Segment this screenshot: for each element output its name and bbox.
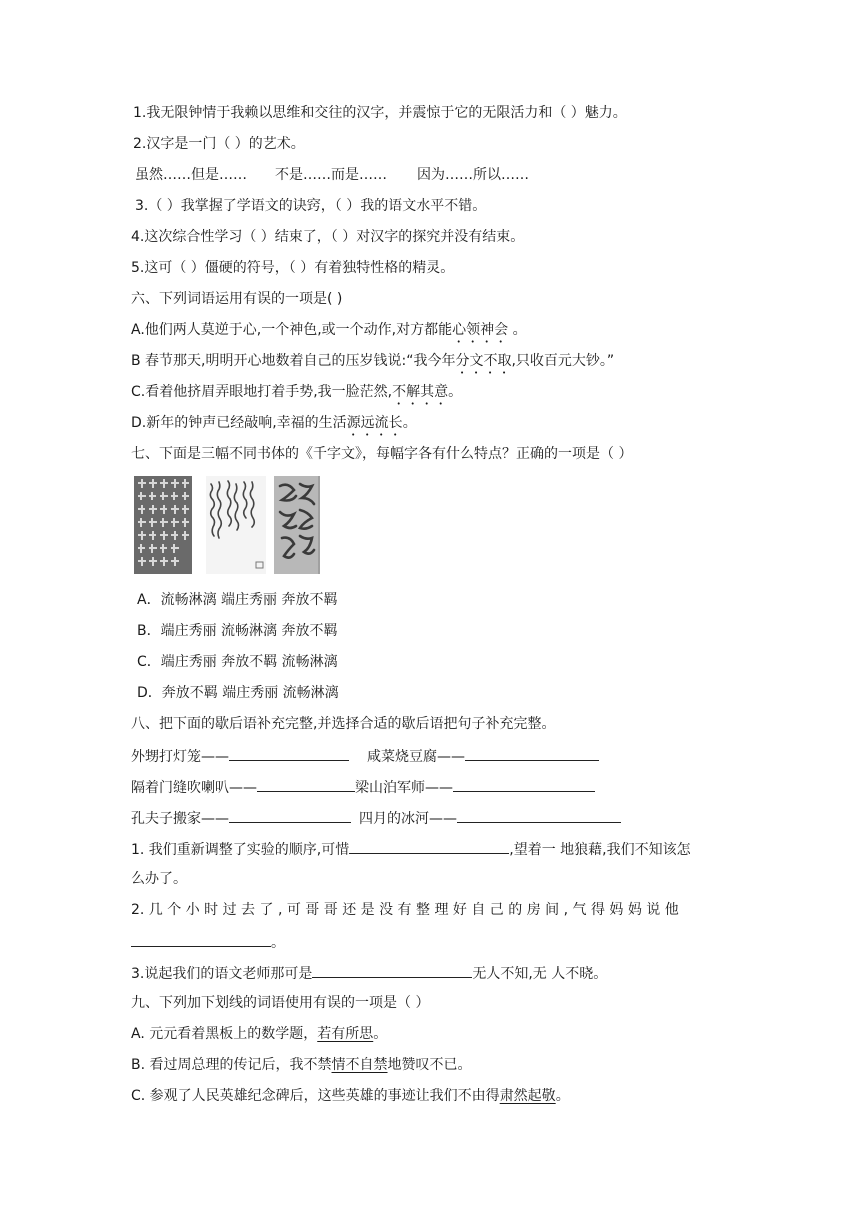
answer-blank[interactable] [257, 777, 355, 792]
calligraphy-running-script-image [206, 476, 266, 574]
q8-sentence-1: 1. 我们重新调整了实验的顺序,可惜 ,望着一 地狼藉,我们不知该怎 [131, 839, 691, 859]
q9-title: 九、下列加下划线的词语使用有误的一项是（ ） [131, 995, 430, 1011]
calligraphy-regular-script-image [134, 476, 192, 574]
q6-option-c: C.看着他挤眉弄眼地打着手势,我一脸茫然,不解其意。 [131, 384, 463, 400]
underlined-word: 情不自禁 [331, 1057, 388, 1073]
q8-sentence-3: 3.说起我们的语文老师那可是 无人不知,无 人不晓。 [131, 963, 607, 983]
q8-sentence-2-cont: 。 [131, 932, 285, 952]
q8-proverb-row-1: 外甥打灯笼—— 咸菜烧豆腐—— [131, 746, 599, 766]
q6-option-a: A.他们两人莫逆于心,一个神色,或一个动作,对方都能心领神会 。 [131, 322, 527, 338]
calligraphy-cursive-script-image [274, 476, 320, 574]
q7-option-c: C．端庄秀丽 奔放不羁 流畅淋漓 [137, 654, 338, 670]
answer-blank[interactable] [457, 808, 621, 823]
q9-option-a: A. 元元看着黑板上的数学题，若有所思。 [131, 1026, 388, 1042]
option-3: 因为……所以…… [417, 167, 529, 183]
dotted-word: 不解其意 [392, 384, 449, 400]
q8-sentence-2: 2. 几 个 小 时 过 去 了 , 可 哥 哥 还 是 没 有 整 理 好 自 己 的 房 间 , 气 得 妈 妈 说 他 [131, 902, 679, 918]
answer-blank[interactable] [312, 963, 472, 978]
underlined-word: 肃然起敬 [499, 1088, 556, 1104]
option-1: 虽然……但是…… [135, 167, 247, 183]
q6-option-d: D.新年的钟声已经敲响,幸福的生活源远流长。 [131, 415, 417, 431]
q9-option-c: C. 参观了人民英雄纪念碑后，这些英雄的事迹让我们不由得肃然起敬。 [131, 1088, 570, 1104]
q8-sentence-1-cont: 么办了。 [131, 871, 187, 887]
answer-blank[interactable] [229, 808, 351, 823]
dotted-word: 分文不取 [455, 353, 512, 369]
answer-blank[interactable] [229, 746, 349, 761]
q5-options [135, 166, 529, 184]
answer-blank[interactable] [465, 746, 599, 761]
dotted-word: 心领神会 [452, 322, 509, 338]
q5-item-2: 2.汉字是一门（ ）的艺术。 [133, 136, 305, 152]
q8-proverb-row-2: 隔着门缝吹喇叭—— 梁山泊军师—— [131, 777, 595, 797]
answer-blank[interactable] [131, 932, 271, 947]
q6-option-b: B 春节那天,明明开心地数着自己的压岁钱说:“我今年分文不取,只收百元大钞。” [131, 353, 615, 369]
q9-option-b: B. 看过周总理的传记后，我不禁情不自禁地赞叹不已。 [131, 1057, 472, 1073]
q5-item-1: 1.我无限钟情于我赖以思维和交往的汉字，并震惊于它的无限活力和（ ）魅力。 [133, 105, 627, 121]
q7-option-a: A．流畅淋漓 端庄秀丽 奔放不羁 [137, 592, 338, 608]
option-2: 不是……而是…… [275, 167, 387, 183]
q7-title: 七、下面是三幅不同书体的《千字文》，每幅字各有什么特点？正确的一项是（ ） [131, 446, 633, 462]
q5-item-4: 4.这次综合性学习（ ）结束了，（ ）对汉字的探究并没有结束。 [131, 229, 525, 245]
q8-title: 八、把下面的歇后语补充完整,并选择合适的歇后语把句子补充完整。 [131, 716, 556, 732]
q7-option-d: D．奔放不羁 端庄秀丽 流畅淋漓 [137, 685, 339, 701]
underlined-word: 若有所思 [317, 1026, 374, 1042]
dotted-word: 源远流长 [346, 415, 403, 431]
answer-blank[interactable] [453, 777, 595, 792]
answer-blank[interactable] [349, 839, 509, 854]
q8-proverb-row-3: 孔夫子搬家—— 四月的冰河—— [131, 808, 621, 828]
q5-item-5: 5.这可（ ）僵硬的符号，（ ）有着独特性格的精灵。 [131, 260, 455, 276]
q7-option-b: B．端庄秀丽 流畅淋漓 奔放不羁 [137, 623, 338, 639]
q5-item-3: 3.（ ）我掌握了学语文的诀窍，（ ）我的语文水平不错。 [135, 198, 487, 214]
q6-title: 六、下列词语运用有误的一项是( ) [131, 291, 343, 307]
